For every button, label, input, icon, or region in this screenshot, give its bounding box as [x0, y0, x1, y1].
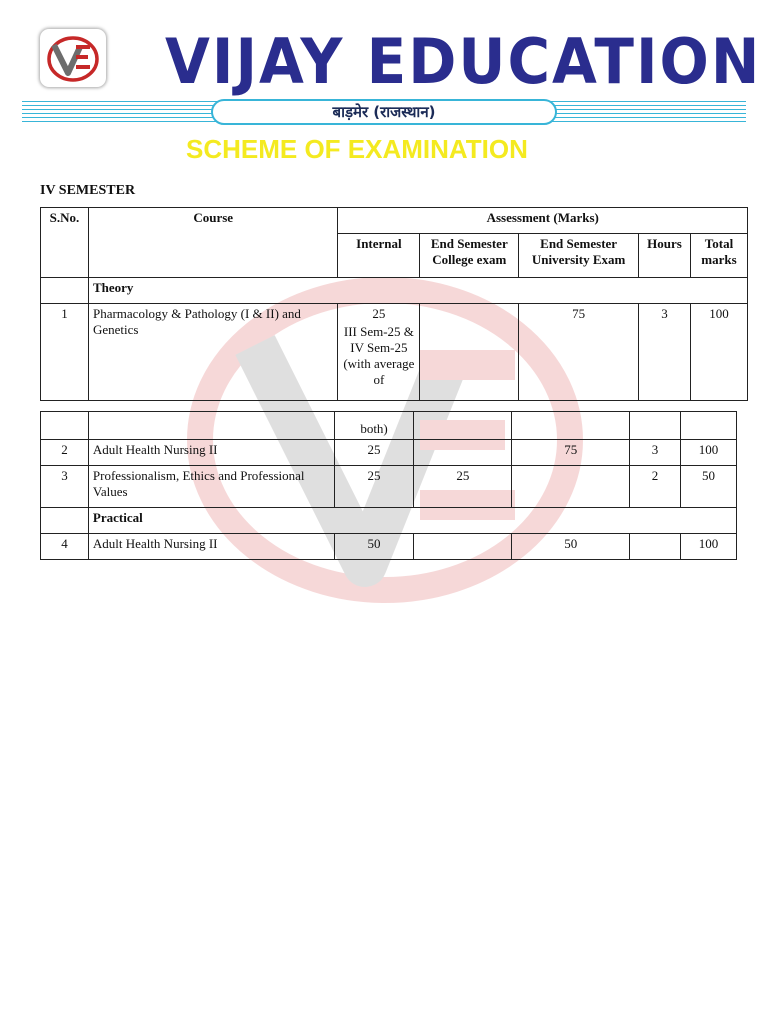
- row-course: Pharmacology & Pathology (I & II) and Genetics: [92, 306, 301, 337]
- row-university: 75: [512, 440, 630, 466]
- page-title: SCHEME OF EXAMINATION: [186, 134, 528, 164]
- row-sno: 1: [61, 306, 68, 321]
- row-university: 75: [572, 306, 586, 321]
- row-hours: 3: [661, 306, 668, 321]
- row-hours: [630, 534, 681, 560]
- row-hours: 2: [630, 466, 681, 508]
- header-total: Total marks: [691, 234, 748, 278]
- row-college: [414, 440, 512, 466]
- brand-name: VIJAY EDUCATION: [165, 24, 762, 98]
- row-total: 100: [681, 534, 737, 560]
- table-row: [41, 466, 737, 508]
- exam-table-top: [40, 207, 748, 401]
- theory-sno-cell: [41, 278, 89, 304]
- table-row: [41, 440, 737, 466]
- header-sno: S.No.: [41, 208, 89, 278]
- header-end-university: End Semester University Exam: [519, 234, 639, 278]
- row-internal: 50: [334, 534, 414, 560]
- row-university: [512, 466, 630, 508]
- exam-table-bottom: [40, 411, 737, 560]
- ve-logo-icon: [40, 29, 106, 87]
- row-sno: 4: [41, 534, 89, 560]
- header-hours: Hours: [639, 234, 691, 278]
- section-practical: Practical: [88, 508, 736, 534]
- row-hours: 3: [630, 440, 681, 466]
- table-row: [41, 304, 748, 401]
- row-course: Adult Health Nursing II: [88, 534, 334, 560]
- row-college: 25: [414, 466, 512, 508]
- header-internal: Internal: [338, 234, 420, 278]
- row-college: [414, 534, 512, 560]
- row-internal-continued: both): [334, 412, 414, 440]
- row-sno: 3: [41, 466, 89, 508]
- row-internal: 25: [334, 466, 414, 508]
- table-row: [41, 534, 737, 560]
- header-course: Course: [88, 208, 337, 278]
- row-university: 50: [512, 534, 630, 560]
- row-sno: 2: [41, 440, 89, 466]
- row-college: [424, 306, 514, 398]
- row-total: 50: [681, 466, 737, 508]
- row-course: Professionalism, Ethics and Professional Values: [88, 466, 334, 508]
- section-theory: Theory: [88, 278, 747, 304]
- row-total: 100: [709, 306, 729, 321]
- row-internal: 25: [334, 440, 414, 466]
- row-internal: 25 III Sem-25 & IV Sem-25 (with average of: [343, 306, 415, 387]
- header-end-college: End Semester College exam: [420, 234, 519, 278]
- location-pill: बाड़मेर (राजस्थान): [211, 99, 557, 125]
- row-total: 100: [681, 440, 737, 466]
- semester-heading: IV SEMESTER: [40, 183, 136, 198]
- header-assessment: Assessment (Marks): [338, 208, 748, 234]
- row-course: Adult Health Nursing II: [88, 440, 334, 466]
- practical-sno-cell: [41, 508, 89, 534]
